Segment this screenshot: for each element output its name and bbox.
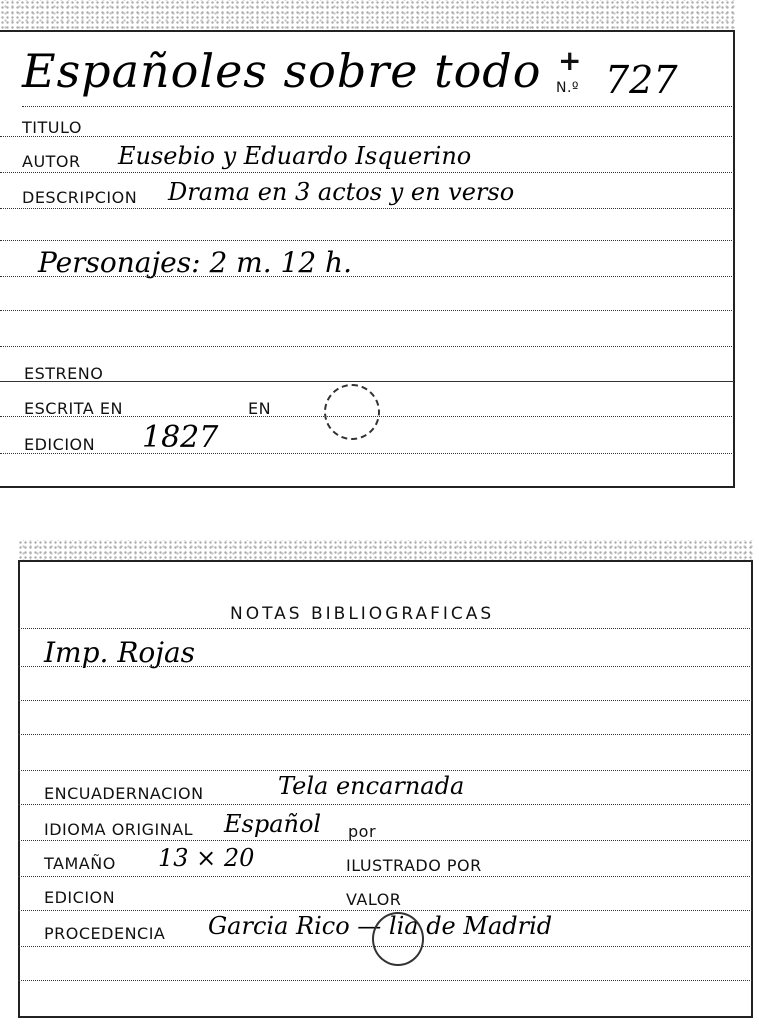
- title-handwritten: Españoles sobre todo: [22, 44, 542, 98]
- card-top-edge-texture: [0, 0, 735, 30]
- edicion-label: EDICION: [24, 435, 96, 454]
- procedencia-value: Garcia Rico — lia de Madrid: [208, 912, 553, 940]
- catalog-card-back: [18, 540, 753, 1018]
- escrita-en-label: ESCRITA EN: [24, 399, 123, 418]
- estreno-label: ESTRENO: [24, 364, 104, 383]
- ilustrado-label: ILUSTRADO POR: [346, 856, 482, 875]
- notas-heading: NOTAS BIBLIOGRAFICAS: [230, 604, 495, 624]
- personajes-rule: [0, 276, 734, 277]
- descripcion-rule: [0, 208, 734, 209]
- catalog-card-front: [0, 0, 735, 488]
- punch-hole-stamp-back: [372, 912, 424, 966]
- edicion-back-label: EDICION: [44, 888, 116, 907]
- descripcion-value: Drama en 3 actos y en verso: [168, 178, 515, 206]
- personajes-value: Personajes: 2 m. 12 h.: [38, 246, 352, 279]
- bottom-rule: [18, 980, 752, 981]
- procedencia-rule: [18, 946, 752, 947]
- edicion-back-rule: [18, 910, 752, 911]
- cross-mark: +: [558, 44, 582, 77]
- notes-line-4: [18, 770, 752, 771]
- idioma-value: Español: [224, 810, 322, 838]
- encuadernacion-label: ENCUADERNACION: [44, 784, 204, 803]
- en-label: EN: [248, 399, 272, 418]
- blank-rule-2: [0, 310, 734, 311]
- title-rule: [22, 106, 734, 107]
- autor-value: Eusebio y Eduardo Isquerino: [118, 142, 472, 170]
- encuadernacion-rule: [18, 804, 752, 805]
- number-prefix: N.º: [556, 80, 580, 96]
- tamano-label: TAMAÑO: [44, 854, 116, 873]
- tamano-value: 13 × 20: [158, 844, 255, 872]
- edicion-value: 1827: [142, 420, 219, 455]
- descripcion-label: DESCRIPCION: [22, 188, 138, 207]
- notas-rule: [18, 628, 752, 629]
- notes-line-3: [18, 734, 752, 735]
- notas-value: Imp. Rojas: [44, 636, 196, 669]
- edicion-rule: [0, 453, 734, 454]
- autor-label: AUTOR: [22, 152, 81, 171]
- titulo-rule: [0, 136, 734, 137]
- valor-label: VALOR: [346, 890, 402, 909]
- titulo-label: TITULO: [22, 118, 82, 137]
- notes-line-1: [18, 666, 752, 667]
- card-back-top-edge-texture: [18, 540, 753, 562]
- idioma-label: IDIOMA ORIGINAL: [44, 820, 194, 839]
- notes-line-2: [18, 700, 752, 701]
- punch-hole-stamp: [324, 384, 380, 440]
- blank-rule-1: [0, 240, 734, 241]
- por-label: por: [348, 822, 377, 841]
- tamano-rule: [18, 876, 752, 877]
- idioma-rule: [18, 840, 752, 841]
- encuadernacion-value: Tela encarnada: [278, 772, 465, 800]
- estreno-rule: [0, 381, 734, 382]
- card-number: 727: [605, 58, 678, 102]
- procedencia-label: PROCEDENCIA: [44, 924, 166, 943]
- blank-rule-3: [0, 346, 734, 347]
- autor-rule: [0, 172, 734, 173]
